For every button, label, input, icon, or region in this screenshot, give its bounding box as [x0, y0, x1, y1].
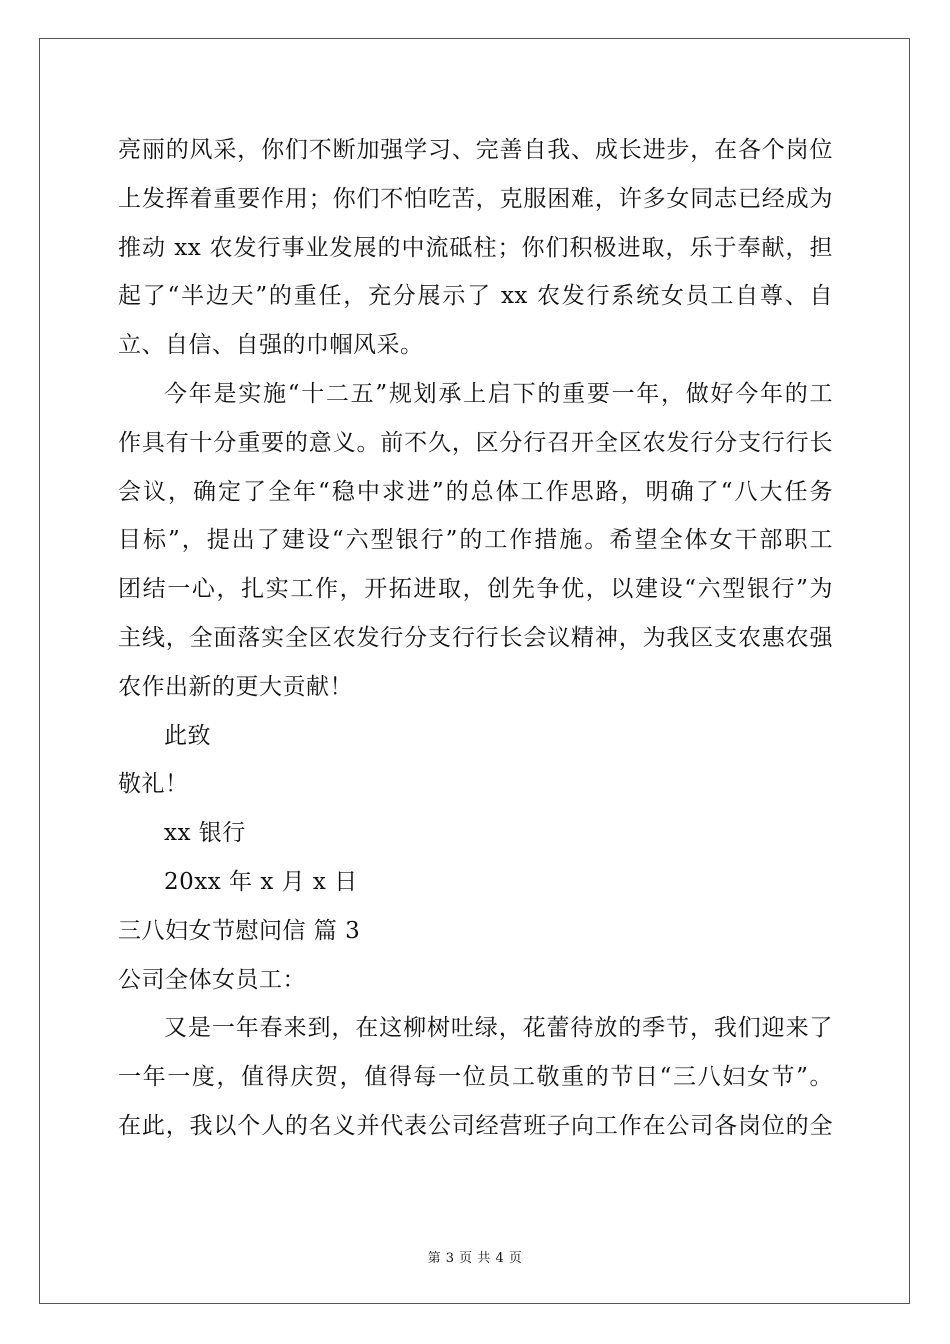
text-line: 农作出新的更大贡献！ [118, 673, 353, 700]
text-line: 目标”，提出了建设“六型银行”的工作措施。希望全体女干部职工 [118, 527, 833, 554]
text-line: 在此，我以个人的名义并代表公司经营班子向工作在公司各岗位的全 [118, 1112, 833, 1139]
text-line: 立、自信、自强的巾帼风采。 [118, 332, 424, 359]
text-line: 亮丽的风采，你们不断加强学习、完善自我、成长进步，在各个岗位 [118, 137, 833, 163]
signature-date: 20xx 年 x 月 x 日 [164, 868, 358, 895]
text-line: 团结一心，扎实工作，开拓进取，创先争优，以建设“六型银行”为 [118, 576, 833, 603]
text-line: 一年一度，值得庆贺，值得每一位员工敬重的节日“三八妇女节”。 [118, 1064, 833, 1091]
text-line: 主线，全面落实全区农发行分支行行长会议精神，为我区支农惠农强 [118, 624, 833, 651]
document-body [118, 126, 833, 1151]
closing-regards: 敬礼！ [118, 771, 189, 798]
text-line: 会议，确定了全年“稳中求进”的总体工作思路，明确了“八大任务 [118, 478, 833, 505]
greeting: 公司全体女员工： [118, 966, 306, 993]
text-line: 作具有十分重要的意义。前不久，区分行召开全区农发行分支行行长 [118, 429, 833, 456]
text-line: 上发挥着重要作用；你们不怕吃苦，克服困难，许多女同志已经成为 [118, 185, 833, 212]
section-heading: 三八妇女节慰问信 篇 3 [118, 917, 361, 944]
paragraph-start: 又是一年春来到，在这柳树吐绿，花蕾待放的季节，我们迎来了 [164, 1015, 833, 1042]
text-line: 起了“半边天”的重任，充分展示了 xx 农发行系统女员工自尊、自 [118, 283, 833, 310]
paragraph-start: 今年是实施“十二五”规划承上启下的重要一年，做好今年的工 [164, 380, 833, 407]
text-line: 推动 xx 农发行事业发展的中流砥柱；你们积极进取，乐于奉献，担 [118, 234, 833, 261]
page-number-footer: 第 3 页 共 4 页 [427, 1251, 523, 1266]
closing-salutation: 此致 [164, 722, 211, 749]
signature-sender: xx 银行 [164, 820, 246, 847]
